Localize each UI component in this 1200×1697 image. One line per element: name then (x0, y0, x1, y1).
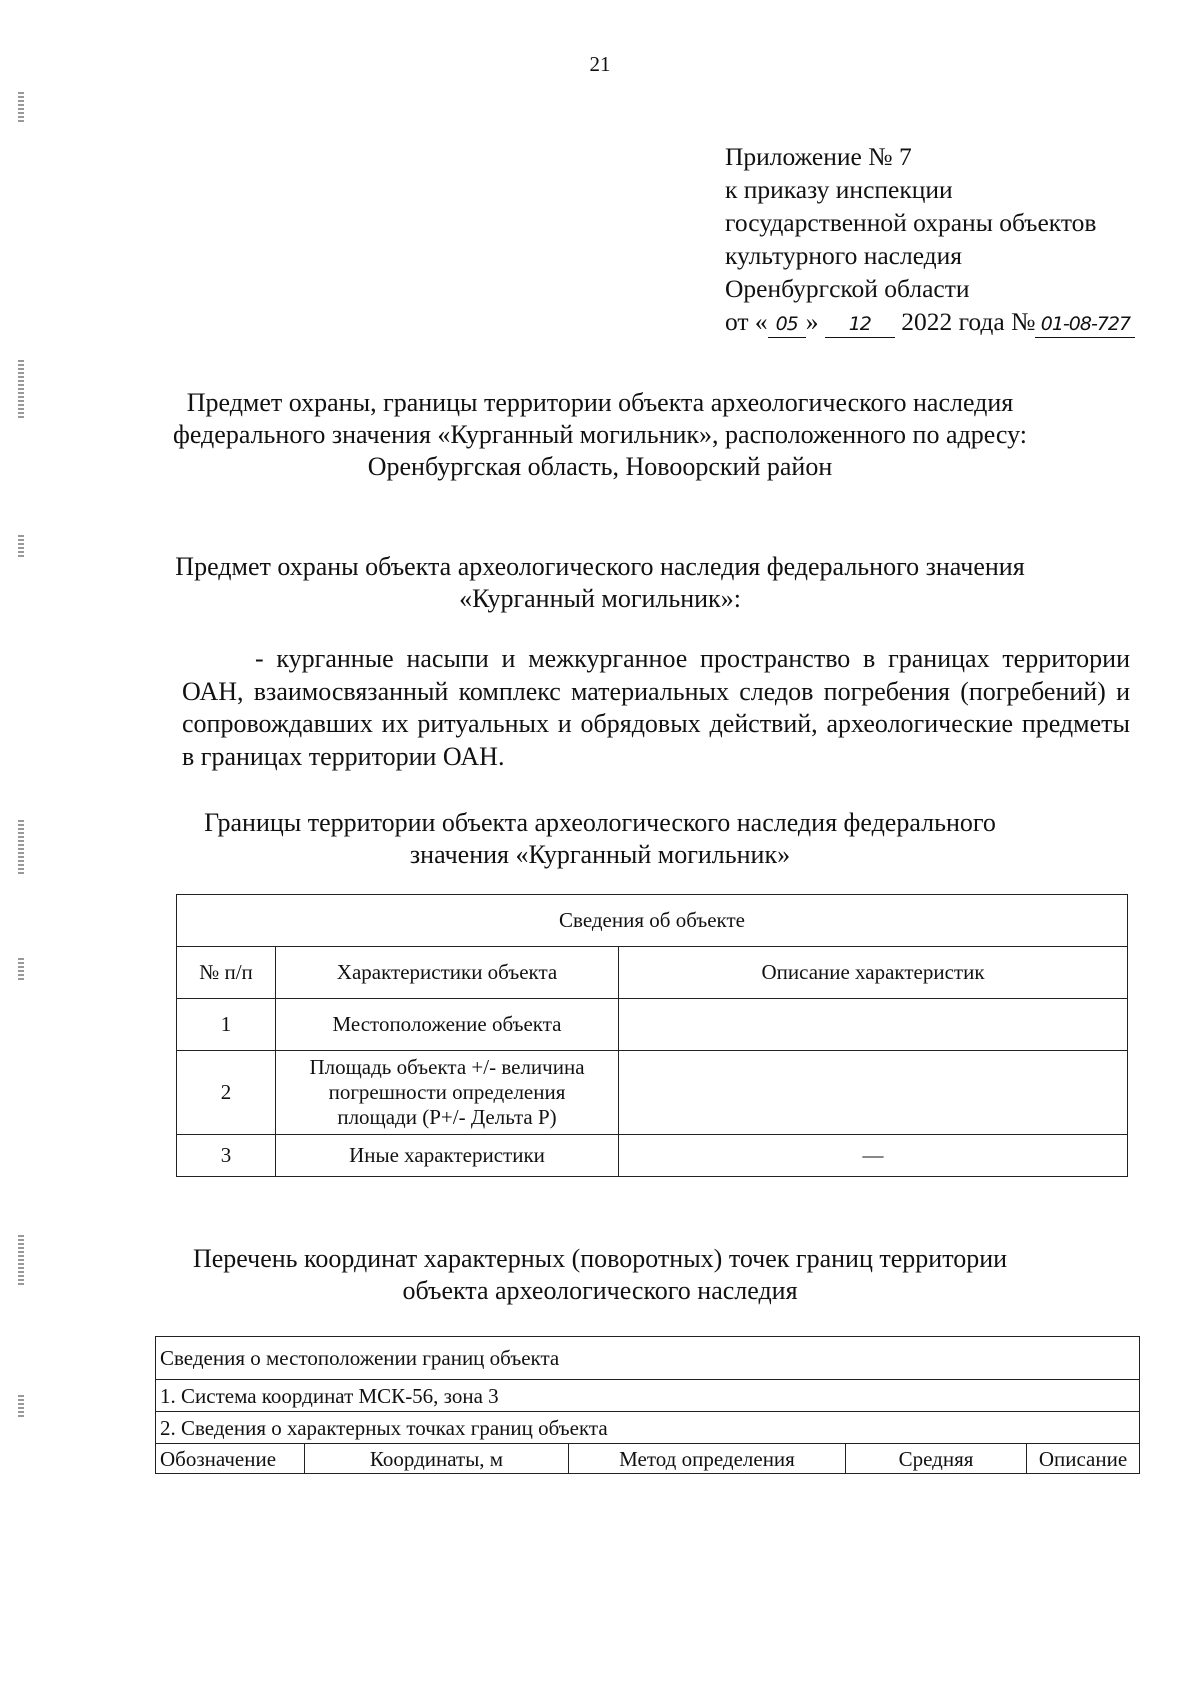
boundaries-heading (140, 807, 1060, 871)
appendix-line: к приказу инспекции (725, 175, 953, 204)
scan-artifact (18, 1395, 24, 1417)
date-mid: » (805, 307, 819, 336)
column-header: Описание характеристик (619, 947, 1128, 999)
coordinates-heading (140, 1243, 1060, 1307)
appendix-line: Оренбургской области (725, 274, 970, 303)
row-description (619, 1051, 1128, 1135)
subject-paragraph: - курганные насыпи и межкурганное пространство в границах территории ОАН, взаимосвязанный комплекс материальных следов погребения (погребений) и сопровождавших их ритуальных и обрядовых действий, археологические предметы в границах территории ОАН. (182, 644, 1130, 771)
heading-line: Предмет охраны объекта археологического наследия федерального значения (175, 552, 1025, 581)
scan-artifact (18, 535, 24, 557)
table-row (177, 999, 1128, 1051)
coords-caption: Сведения о местоположении границ объекта (156, 1337, 1140, 1380)
table-row (177, 1135, 1128, 1177)
row-description (619, 999, 1128, 1051)
appendix-line: государственной охраны объектов (725, 208, 1097, 237)
coordinates-table (155, 1336, 1140, 1474)
title-line: федерального значения «Курганный могильник», расположенного по адресу: (173, 420, 1027, 449)
characteristic-line: погрешности определения (328, 1080, 566, 1104)
characteristic-line: площади (Р+/- Дельта Р) (337, 1105, 557, 1129)
document-title (150, 387, 1050, 483)
column-header: Координаты, м (305, 1444, 569, 1474)
scan-artifact (18, 92, 24, 122)
page-number: 21 (589, 52, 611, 76)
column-header: Описание (1027, 1444, 1140, 1474)
date-month: 12 (825, 311, 895, 338)
column-header: Средняя (846, 1444, 1027, 1474)
appendix-date-line (725, 305, 1135, 338)
coords-points-caption: 2. Сведения о характерных точках границ объекта (156, 1412, 1140, 1444)
title-line: Предмет охраны, границы территории объекта археологического наследия (186, 388, 1014, 417)
appendix-header (725, 140, 1135, 338)
order-number: 01-08-727 (1035, 311, 1135, 338)
row-number: 2 (177, 1051, 276, 1135)
scan-artifact (18, 360, 24, 420)
row-characteristic: Иные характеристики (276, 1135, 619, 1177)
date-day: 05 (768, 311, 806, 338)
row-description: — (619, 1135, 1128, 1177)
characteristic-line: Площадь объекта +/- величина (309, 1055, 585, 1079)
row-characteristic (276, 1051, 619, 1135)
coords-system: 1. Система координат МСК-56, зона 3 (156, 1380, 1140, 1412)
row-number: 3 (177, 1135, 276, 1177)
column-header: Метод определения (569, 1444, 846, 1474)
column-header: Обозначение (156, 1444, 305, 1474)
column-header: Характеристики объекта (276, 947, 619, 999)
title-line: Оренбургская область, Новоорский район (367, 452, 833, 481)
subject-heading (150, 551, 1050, 615)
table-row (177, 1051, 1128, 1135)
heading-line: Границы территории объекта археологического наследия федерального (204, 808, 996, 837)
row-characteristic: Местоположение объекта (276, 999, 619, 1051)
appendix-line: культурного наследия (725, 241, 963, 270)
date-prefix: от « (725, 307, 768, 336)
scan-artifact (18, 820, 24, 875)
date-year: 2022 года № (901, 307, 1036, 336)
object-info-table (176, 894, 1128, 1177)
heading-line: значения «Курганный могильник» (409, 840, 791, 869)
heading-line: Перечень координат характерных (поворотных) точек границ территории (192, 1244, 1008, 1273)
table-caption: Сведения об объекте (177, 895, 1128, 947)
column-header: № п/п (177, 947, 276, 999)
row-number: 1 (177, 999, 276, 1051)
heading-line: объекта археологического наследия (402, 1276, 798, 1305)
appendix-line: Приложение № 7 (725, 142, 912, 171)
heading-line: «Курганный могильник»: (459, 584, 741, 613)
scan-artifact (18, 1235, 24, 1285)
scan-artifact (18, 958, 24, 982)
